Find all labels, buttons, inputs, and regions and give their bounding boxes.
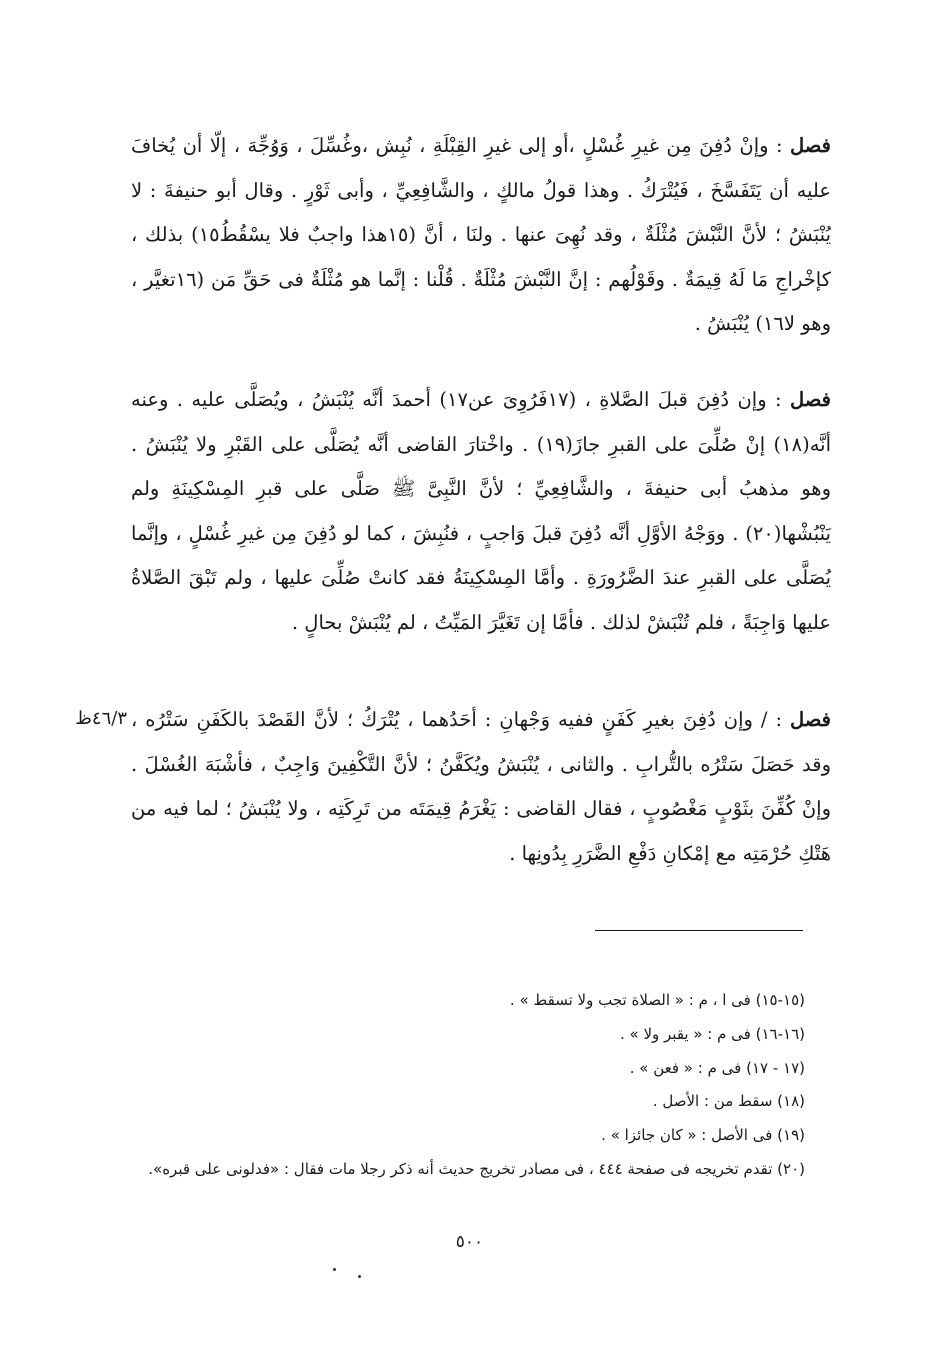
footnote-item: (١٩) فى الأصل : « كان جائزا » . [601, 1126, 805, 1145]
footnote-item: (٢٠) تقدم تخريجه فى صفحة ٤٤٤ ، فى مصادر تخريج حديث أنه ذكر رجلا مات فقال : «فدلونى على قبره». [148, 1159, 805, 1178]
footnote-item: (١٨) سقط من : الأصل . [652, 1092, 805, 1111]
scan-speck [333, 1268, 336, 1271]
paragraph-1 [131, 124, 831, 347]
section-heading: فصل [790, 134, 831, 157]
paragraph-2 [131, 378, 831, 646]
footnote-item: (١٦-١٦) فى م : « يقبر ولا » . [619, 1024, 805, 1043]
footnotes [115, 984, 805, 1187]
paragraph-text: : / وإن دُفِنَ بغيرِ كَفَنٍ ففيه وَجْهانِ : أحَدُهما ، يُتْرَكُ ؛ لأنَّ القَصْدَ بالكَفَنِ سَتْرُه ، وقد حَصَلَ سَتْرُه بالتُّرابِ . والثانى ، يُنْبَشُ ويُكَفَّنُ ؛ لأنَّ التَّكْفِينَ وَاجِبٌ ، فأشْبَهَ الغُسْلَ . وإنْ كُفِّنَ بثَوْبٍ مَغْصُوبٍ ، فقال القاضى : يَغْرَمُ قِيمَتَه من تَرِكَتِه ، ولا يُنْبَشُ ؛ لما فيه من هَتْكِ حُرْمَتِه مع إمْكانِ دَفْعِ الضَّرَرِ بِدُونِها . [131, 708, 831, 865]
paragraph-3 [131, 698, 831, 876]
page-number: ٥٠٠ [455, 1232, 484, 1252]
margin-folio-note: ٤٦/٣ظ [75, 708, 127, 729]
footnote-separator [595, 930, 803, 931]
paragraph-text: : وإن دُفِنَ قبلَ الصَّلاةِ ، (١٧فَرُوِىَ عن١٧) أحمدَ أنَّه يُنْبَشُ ، ويُصَلَّى عليه . وعنه أنَّه(١٨) إنْ صُلِّىَ على القبرِ جازَ(١٩) . واخْتارَ القاضى أنَّه يُصَلَّى على القَبْرِ ولا يُنْبَشُ . وهو مذهبُ أبى حنيفةَ ، والشَّافِعِيِّ ؛ لأنَّ النَّبِىَّ ﷺ صَلَّى على قبرِ المِسْكِينَةِ ولم يَنْبُشْها(٢٠) . ووَجْهُ الأوَّلِ أنَّه دُفِنَ قبلَ وَاجبٍ ، فنُبِشَ ، كما لو دُفِنَ مِن غيرِ غُسْلٍ ، وإنَّما يُصَلَّى على القبرِ عندَ الضَّرُورَةِ . وأمَّا المِسْكِينَةُ فقد كانتْ صُلِّىَ عليها ، ولم تَبْقَ الصَّلاةُ عليها وَاجِبَةً ، فلم تُنْبَشْ لذلك . فأمَّا إن تَغَيَّرَ المَيِّتُ ، لم يُنْبَشْ بحالٍ . [131, 388, 832, 634]
footnote-item: (١٥-١٥) فى ا ، م : « الصلاة تجب ولا تسقط » . [509, 991, 805, 1009]
paragraph-text: : وإنْ دُفِنَ مِن غيرِ غُسْلٍ ،أو إلى غيرِ القِبْلَةِ ، نُبِش ،وغُسِّلَ ، وَوُجِّهَ ، إلّا أن يُخافَ عليه أن يَتَفَسَّخَ ، فَيُتْرَكُ . وهذا قولُ مالكٍ ، والشَّافِعِيِّ ، وأبى ثَوْرٍ . وقال أبو حنيفةَ : لا يُنْبَشُ ؛ لأنَّ النَّبْشَ مُثْلَةٌ ، وقد نُهِىَ عنها . ولنَا ، أنَّ (١٥هذا واجبٌ فلا يسْقُطُ١٥) بذلك ، كإخْراجِ مَا لَهُ قِيمَةٌ . وقَوْلُهم : إنَّ النَّبْشَ مُثْلَةٌ . قُلْنا : إنَّما هو مُثْلَةٌ فى حَقِّ مَن (١٦تغيَّر ، وهو لا١٦) يُنْبَشُ . [131, 134, 831, 336]
footnote-item: (١٧ - ١٧) فى م : « فعن » . [629, 1058, 805, 1077]
scan-speck [358, 1275, 361, 1278]
section-heading: فصل [790, 388, 831, 411]
section-heading: فصل [790, 708, 831, 731]
